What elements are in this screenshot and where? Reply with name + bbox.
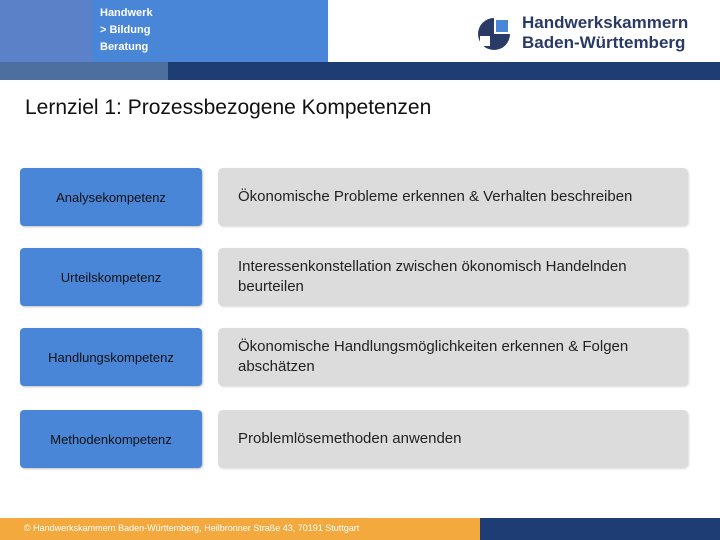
competency-description: Ökonomische Probleme erkennen & Verhalten beschreiben: [238, 188, 633, 205]
competency-row: [20, 328, 690, 386]
nav-item-beratung[interactable]: Beratung: [100, 41, 149, 53]
slide-title: Lernziel 1: Prozessbezogene Kompetenzen: [25, 96, 432, 119]
competency-label-box: [20, 328, 202, 386]
competency-label-box: [20, 248, 202, 306]
competency-label-box: [20, 168, 202, 226]
competency-label-box: [20, 410, 202, 468]
footer-copyright: © Handwerkskammern Baden-Württemberg, Heilbronner Straße 43, 70191 Stuttgart: [24, 523, 360, 533]
brand-line-1: Handwerkskammern: [522, 13, 689, 32]
brand-name: [522, 13, 688, 53]
header-left-strip: [0, 0, 92, 62]
competency-description: Interessenkonstellation zwischen ökonomisch Handelnden beurteilen: [238, 258, 627, 295]
competency-label: Urteilskompetenz: [60, 269, 162, 285]
competency-description: Problemlösemethoden anwenden: [238, 430, 462, 447]
competency-row: [20, 168, 690, 226]
brand-line-2: Baden-Württemberg: [522, 33, 686, 52]
hwk-logo-icon: [476, 16, 512, 52]
competency-description-box: [218, 328, 688, 386]
footer-dark-band: [480, 518, 720, 540]
competency-description-box: [218, 410, 688, 468]
competency-row: [20, 410, 690, 468]
competency-label: Methodenkompetenz: [50, 431, 172, 447]
competency-description-box: [218, 168, 688, 226]
nav-item-handwerk[interactable]: Handwerk: [100, 7, 153, 19]
header-nav: [100, 5, 153, 56]
nav-item-bildung[interactable]: > Bildung: [100, 24, 151, 36]
competency-label: Handlungskompetenz: [48, 349, 174, 365]
header-band-left: [0, 62, 168, 80]
competency-description: Ökonomische Handlungsmöglichkeiten erkennen & Folgen abschätzen: [238, 338, 629, 375]
competency-label: Analysekompetenz: [56, 189, 166, 205]
competency-description-box: [218, 248, 688, 306]
header-band-right: [168, 62, 720, 80]
competency-row: [20, 248, 690, 306]
